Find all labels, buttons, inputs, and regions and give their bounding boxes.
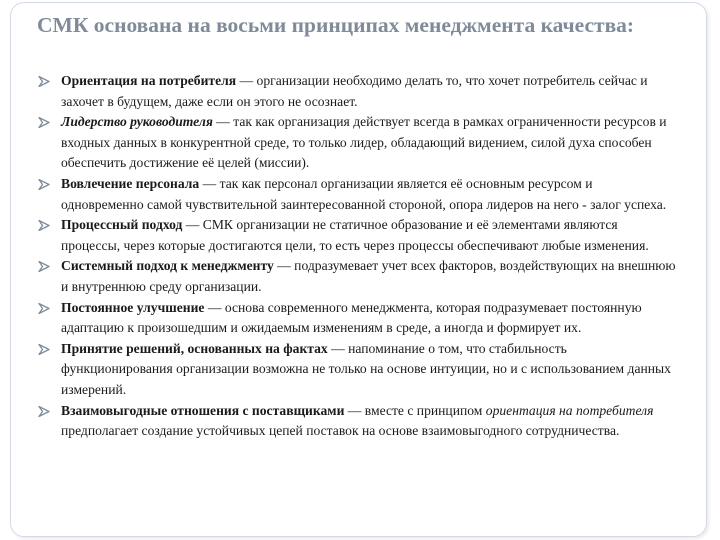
arrowhead-bullet-icon xyxy=(38,220,50,231)
principle-name: Процессный подход xyxy=(61,217,183,233)
principle-description: — напоминание о том, что стабильность функционирования организации возможна не только на основе интуиции, но и с использованием данных измерений. xyxy=(61,340,671,397)
arrowhead-bullet-icon xyxy=(38,261,50,272)
arrowhead-bullet-icon xyxy=(38,344,50,355)
principle-description: — так как организация действует всегда в рамках ограниченности ресурсов и входных данных в конкурентной среде, то только лидер, обладающий видением, силой духа способен обеспечить достижение её целей (миссии). xyxy=(61,114,667,171)
arrowhead-bullet-icon xyxy=(38,406,50,417)
principle-name: Вовлечение персонала xyxy=(61,175,200,191)
list-item xyxy=(38,256,678,297)
principles-list xyxy=(38,71,678,442)
list-item xyxy=(38,339,678,401)
list-item xyxy=(38,215,678,256)
arrowhead-bullet-icon xyxy=(38,76,50,87)
arrowhead-bullet-icon xyxy=(38,303,50,314)
principle-description: — организации необходимо делать то, что хочет потребитель сейчас и захочет в будущем, даже если он этого не осознает. xyxy=(61,73,648,109)
principle-description: — так как персонал организации является её основным ресурсом и одновременно самой чувствительной заинтересованной стороной, опора лидеров на него - залог успеха. xyxy=(61,175,667,212)
principle-emphasis: ориентация на потребителя xyxy=(485,402,654,418)
arrowhead-bullet-icon xyxy=(38,117,50,128)
principle-name: Ориентация на потребителя xyxy=(61,73,237,88)
slide-title: СМК основана на восьми принципах менеджмента качества: xyxy=(37,13,635,37)
list-item xyxy=(38,174,678,215)
principle-description: — подразумевает учет всех факторов, воздействующих на внешнюю и внутреннюю среду организации. xyxy=(61,258,676,294)
list-item xyxy=(38,112,678,174)
principle-name: Лидерство руководителя xyxy=(61,114,213,130)
principle-description-tail: предполагает создание устойчивых цепей поставок на основе взаимовыгодного сотрудничества. xyxy=(61,423,620,439)
principle-name: Постоянное улучшение xyxy=(61,299,205,315)
principle-description: — вместе с принципом xyxy=(344,402,486,418)
principle-name: Принятие решений, основанных на фактах xyxy=(61,340,328,356)
principle-name: Системный подход к менеджменту xyxy=(61,258,274,274)
list-item xyxy=(38,401,678,442)
list-item xyxy=(38,71,678,112)
principle-description: — СМК организации не статичное образование и её элементами являются процессы, через которые достигаются цели, то есть через процессы обеспечивают любые изменения. xyxy=(61,217,649,253)
list-item xyxy=(38,298,678,339)
principle-description: — основа современного менеджмента, которая подразумевает постоянную адаптацию к произошедшим и ожидаемым изменениям в среде, а иногда и формирует их. xyxy=(61,299,642,336)
arrowhead-bullet-icon xyxy=(38,179,50,190)
principle-name: Взаимовыгодные отношения с поставщиками xyxy=(61,402,345,418)
